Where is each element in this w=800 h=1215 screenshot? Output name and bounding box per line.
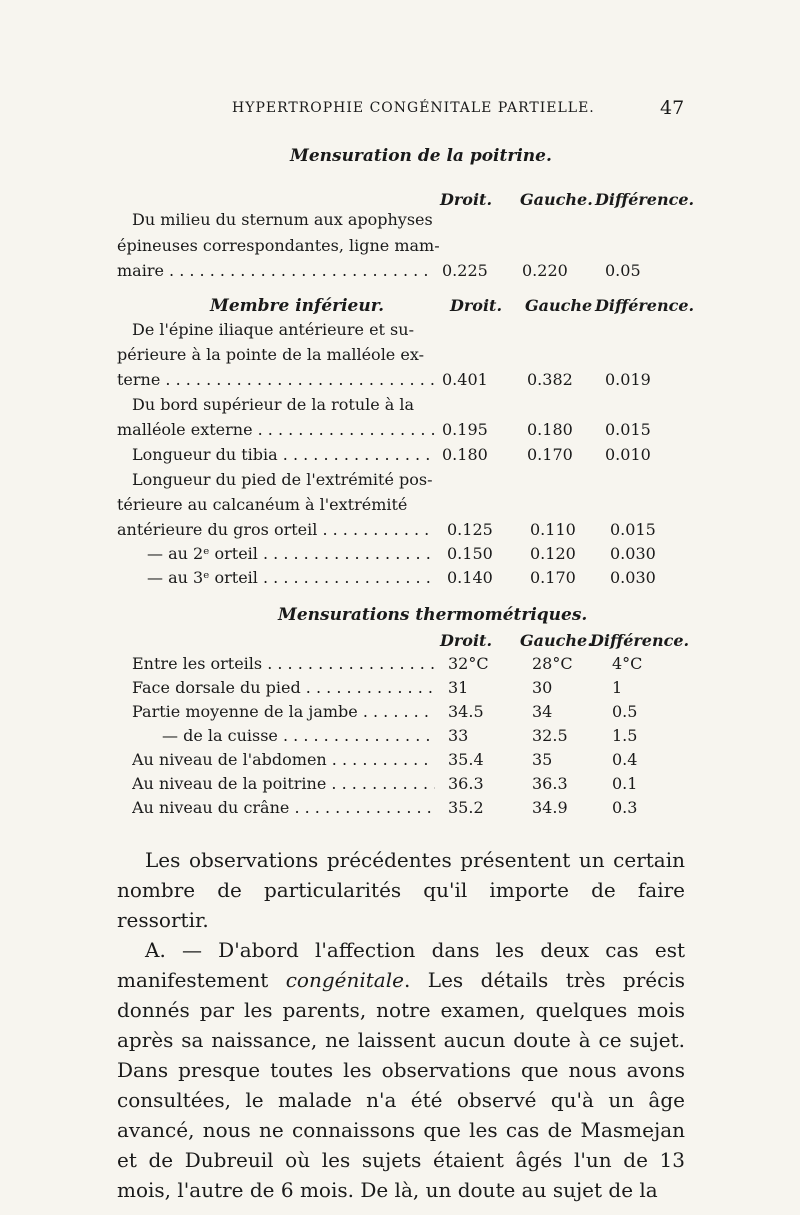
thermo-row-label: Au niveau de l'abdomen . . . [132,750,435,769]
row-label-line: Du milieu du sternum aux apophyses [132,210,433,229]
col-gauche: Gauche. [520,190,593,209]
row-label-last: Longueur du tibia . . . [132,445,435,464]
emphasis-congenitale: congénitale [285,968,404,992]
thermo-row-label: Au niveau du crâne . . . [132,798,435,817]
row-label-last: malléole externe . . . [117,420,435,439]
thermo-value-droit: 31 [448,678,469,697]
value-droit: 0.140 [447,568,493,587]
thermo-value-difference: 0.4 [612,750,638,769]
value-gauche: 0.382 [527,370,573,389]
thermo-value-gauche: 34 [532,702,553,721]
row-label-last: antérieure du gros orteil . . . [117,520,435,539]
value-gauche: 0.120 [530,544,576,563]
value-droit: 0.150 [447,544,493,563]
thermo-value-droit: 35.2 [448,798,484,817]
thermo-value-gauche: 32.5 [532,726,568,745]
thermo-row-label: Entre les orteils . . . [132,654,435,673]
value-difference: 0.030 [610,544,656,563]
value-gauche: 0.170 [527,445,573,464]
thermo-value-gauche: 30 [532,678,553,697]
thermo-row-label: Au niveau de la poitrine . . . [132,774,435,793]
value-difference: 0.015 [605,420,651,439]
thermo-value-difference: 1 [612,678,623,697]
row-label-line: De l'épine iliaque antérieure et su- [132,320,414,339]
col-difference: Différence. [595,296,695,315]
thermo-value-droit: 36.3 [448,774,484,793]
thermo-value-gauche: 36.3 [532,774,568,793]
row-label-last: maire . . . [117,261,435,280]
thermo-value-droit: 33 [448,726,469,745]
section-title-membre: Membre inférieur. [210,296,385,316]
thermo-value-droit: 34.5 [448,702,484,721]
thermo-value-droit: 32°C [448,654,489,673]
section-title-thermo: Mensurations thermométriques. [278,605,588,625]
thermo-value-difference: 1.5 [612,726,638,745]
section-title-poitrine: Mensuration de la poitrine. [290,146,552,166]
thermo-value-difference: 4°C [612,654,643,673]
col-droit: Droit. [440,190,493,209]
page-number: 47 [660,97,685,119]
thermo-row-label: — de la cuisse . . . [162,726,435,745]
value-gauche: 0.170 [530,568,576,587]
col-difference: Différence. [595,190,695,209]
col-difference: Différence. [590,631,690,650]
thermo-value-gauche: 28°C [532,654,573,673]
value-difference: 0.019 [605,370,651,389]
row-label-line: Du bord supérieur de la rotule à la [132,395,415,414]
value-difference: 0.030 [610,568,656,587]
running-header: HYPERTROPHIE CONGÉNITALE PARTIELLE. [232,100,595,116]
row-label-line: épineuses correspondantes, ligne mam- [117,236,440,255]
paragraph: A. — D'abord l'affection dans les deux cas est manifestement congénitale. Les détails très précis donnés par les parents, notre examen, quelques mois après sa naissance, ne laissent aucun doute à ce sujet. Dans presque toutes les observations que nous avons consultées, le malade n'a été observé qu'à un âge avancé, nous ne connaissons que les cas de Masmejan et de Dubreuil où les sujets étaient âgés l'un de 13 mois, l'autre de 6 mois. De là, un doute au sujet de la [117,938,685,1202]
row-label-line: périeure à la pointe de la malléole ex- [117,345,424,364]
value-difference: 0.05 [605,261,641,280]
col-gauche: Gauche. [520,631,593,650]
paragraph: Les observations précédentes présentent un certain nombre de particularités qu'il importe de faire ressortir. [117,848,685,932]
thermo-value-gauche: 34.9 [532,798,568,817]
value-droit: 0.180 [442,445,488,464]
row-label-last: — au 3ᵉ orteil . . . [147,568,435,587]
value-droit: 0.225 [442,261,488,280]
value-difference: 0.015 [610,520,656,539]
col-droit: Droit. [450,296,503,315]
row-label-line: térieure au calcanéum à l'extrémité [117,495,408,514]
row-label-last: terne . . . [117,370,435,389]
thermo-value-difference: 0.3 [612,798,638,817]
value-difference: 0.010 [605,445,651,464]
col-droit: Droit. [440,631,493,650]
value-gauche: 0.220 [522,261,568,280]
row-label-last: — au 2ᵉ orteil . . . [147,544,435,563]
value-droit: 0.401 [442,370,488,389]
thermo-value-gauche: 35 [532,750,553,769]
body-text [117,845,685,1205]
value-gauche: 0.180 [527,420,573,439]
thermo-value-droit: 35.4 [448,750,484,769]
col-gauche: Gauche [525,296,593,315]
value-gauche: 0.110 [530,520,576,539]
thermo-value-difference: 0.5 [612,702,638,721]
value-droit: 0.195 [442,420,488,439]
thermo-value-difference: 0.1 [612,774,638,793]
row-label-line: Longueur du pied de l'extrémité pos- [132,470,433,489]
value-droit: 0.125 [447,520,493,539]
thermo-row-label: Face dorsale du pied . . . [132,678,435,697]
thermo-row-label: Partie moyenne de la jambe . . . [132,702,435,721]
